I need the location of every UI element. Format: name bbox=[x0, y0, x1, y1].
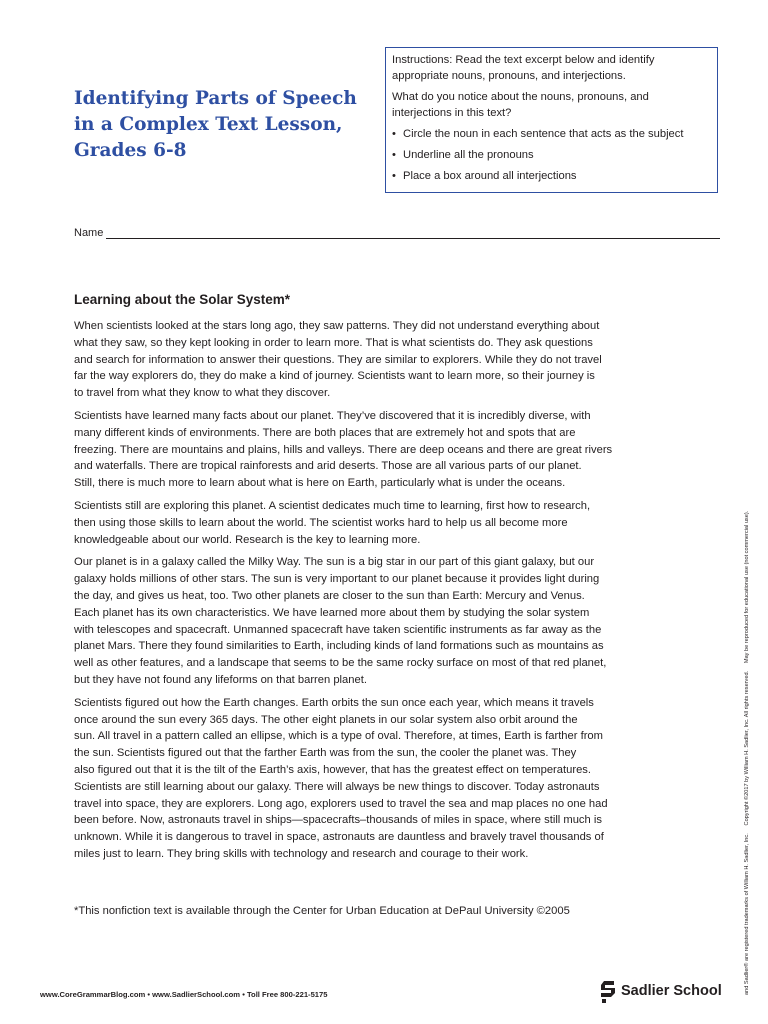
story-line: unknown. While it is dangerous to travel in space, astronauts are dauntless and bravely travel thousands of bbox=[74, 831, 604, 844]
story-line: Scientists are still learning about our galaxy. There will always be new things to discover. Today astronauts bbox=[74, 780, 600, 793]
story-paragraph bbox=[74, 695, 634, 863]
story-heading: Learning about the Solar System* bbox=[74, 292, 291, 307]
story-line: what they saw, so they kept looking in order to learn more. That is what scientists do. They ask questions bbox=[74, 336, 593, 349]
story-line: sun. All travel in a pattern called an ellipse, which is a type of oval. Therefore, at times, Earth is farther from bbox=[74, 730, 603, 743]
bullet-icon: • bbox=[392, 128, 396, 140]
instructions-item-text: Circle the noun in each sentence that acts as the subject bbox=[403, 128, 684, 140]
story-line: well as other features, and a landscape that seems to be the same rocky surface on most of that red planet, bbox=[74, 657, 607, 670]
story-line: When scientists looked at the stars long ago, they saw patterns. They did not understand everything about bbox=[74, 320, 600, 332]
copyright-note bbox=[744, 429, 750, 995]
story-line: Our planet is in a galaxy called the Milky Way. The sun is a big star in our part of this giant galaxy, but our bbox=[74, 556, 595, 569]
trademark-text: and Sadlier® are registered trademarks of William H. Sadlier, Inc. bbox=[744, 833, 750, 995]
instructions-item-text: Underline all the pronouns bbox=[403, 149, 534, 161]
instructions-item-text: Place a box around all interjections bbox=[403, 170, 577, 182]
phone-number: Toll Free 800-221-5175 bbox=[246, 990, 328, 999]
story-paragraph bbox=[74, 554, 634, 688]
story-line: to travel from what they know to what they discover. bbox=[74, 387, 331, 400]
story-line: many different kinds of environments. There are both places that are extremely hot and spots that are bbox=[74, 426, 576, 439]
name-label: Name bbox=[74, 227, 104, 239]
story-paragraph bbox=[74, 318, 634, 402]
story-line: Still, there is much more to learn about what is here on Earth, particularly what is under the oceans. bbox=[74, 477, 566, 490]
story-line: and search for information to answer their questions. They are similar to explorers. While they do not travel bbox=[74, 353, 602, 366]
instructions-item bbox=[392, 147, 711, 163]
site-link[interactable]: www.SadlierSchool.com bbox=[152, 990, 241, 999]
story-line: with telescopes and spacecraft. Unmanned spacecraft have taken scientific instruments as far away as the bbox=[74, 623, 602, 636]
story-line: galaxy holds millions of other stars. The sun is very important to our planet because it provides light during bbox=[74, 573, 600, 586]
story-body bbox=[74, 318, 634, 869]
sadlier-brand-name: Sadlier School bbox=[621, 983, 722, 999]
story-line: been before. Now, astronauts travel in ships—spacecrafts–thousands of miles in space, where still much is bbox=[74, 814, 602, 827]
story-line: knowledgeable about our world. Research is the key to learning more. bbox=[74, 533, 421, 546]
story-line: the sun. Scientists figured out that the farther Earth was from the sun, the cooler the planet was. They bbox=[74, 747, 577, 760]
story-line: Scientists have learned many facts about our planet. They’ve discovered that it is incredibly diverse, with bbox=[74, 409, 591, 422]
lesson-title-line: in a Complex Text Lesson, bbox=[74, 114, 343, 135]
source-footnote: *This nonfiction text is available through the Center for Urban Education at DePaul University ©2005 bbox=[74, 905, 570, 917]
name-write-line[interactable] bbox=[106, 238, 720, 239]
story-line: miles just to learn. They bring skills with technology and research and courage to their work. bbox=[74, 847, 529, 860]
story-line: the day, and gives us heat, too. Two other planets are closer to the sun than Earth: Mercury and Venus. bbox=[74, 589, 585, 602]
story-paragraph bbox=[74, 498, 634, 548]
instructions-item bbox=[392, 126, 711, 142]
lesson-title bbox=[74, 86, 364, 164]
instructions-item bbox=[392, 168, 711, 184]
story-line: also figured out that it is the tilt of the Earth’s axis, however, that has the greatest effect on temperatures. bbox=[74, 763, 591, 776]
story-line: Scientists still are exploring this planet. A scientist dedicates much time to learning, first how to research, bbox=[74, 499, 591, 512]
story-line: Each planet has its own characteristics. We have learned more about them by studying the solar system bbox=[74, 606, 590, 619]
story-line: then using those skills to learn about the world. The scientist works hard to help us all become more bbox=[74, 516, 568, 529]
name-field[interactable] bbox=[74, 227, 720, 241]
story-line: Scientists figured out how the Earth changes. Earth orbits the sun once each year, which means it travels bbox=[74, 696, 594, 709]
sadlier-s-icon bbox=[598, 978, 620, 1004]
instructions-list bbox=[392, 126, 711, 184]
lesson-title-line: Identifying Parts of Speech bbox=[74, 88, 357, 109]
story-line: but they have not found any lifeforms on that barren planet. bbox=[74, 673, 367, 686]
story-paragraph bbox=[74, 408, 634, 492]
bullet-icon: • bbox=[392, 170, 396, 182]
instructions-intro: Instructions: Read the text excerpt below and identify appropriate nouns, pronouns, and interjections. bbox=[392, 54, 655, 82]
story-line: and waterfalls. There are tropical rainforests and arid deserts. Those are all various parts of our planet. bbox=[74, 460, 582, 473]
story-line: freezing. There are mountains and plains, hills and valleys. There are deep oceans and there are great rivers bbox=[74, 443, 613, 456]
sadlier-logo bbox=[598, 978, 738, 1006]
story-line: far the way explorers do, they do make a kind of journey. Scientists want to learn more, so their journey is bbox=[74, 370, 595, 383]
permission-text: May be reproduced for educational use (not commercial use). bbox=[744, 510, 750, 664]
story-line: travel into space, they are explorers. Long ago, explorers used to travel the sea and map places no one had bbox=[74, 797, 608, 810]
story-line: planet Mars. There they found similarities to Earth, including kinds of land formations such as mountains as bbox=[74, 640, 604, 653]
story-line: once around the sun every 365 days. The other eight planets in our solar system also orbit around the bbox=[74, 713, 578, 726]
footer-links bbox=[40, 990, 327, 999]
separator: • bbox=[147, 990, 151, 999]
blog-link[interactable]: www.CoreGrammarBlog.com bbox=[40, 990, 146, 999]
separator: • bbox=[242, 990, 245, 999]
bullet-icon: • bbox=[392, 149, 396, 161]
copyright-text: Copyright ©2017 by William H. Sadlier, Inc. All rights reserved. bbox=[744, 670, 750, 826]
instructions-box bbox=[385, 47, 718, 193]
instructions-question: What do you notice about the nouns, pronouns, and interjections in this text? bbox=[392, 91, 649, 119]
lesson-title-line: Grades 6-8 bbox=[74, 140, 187, 161]
